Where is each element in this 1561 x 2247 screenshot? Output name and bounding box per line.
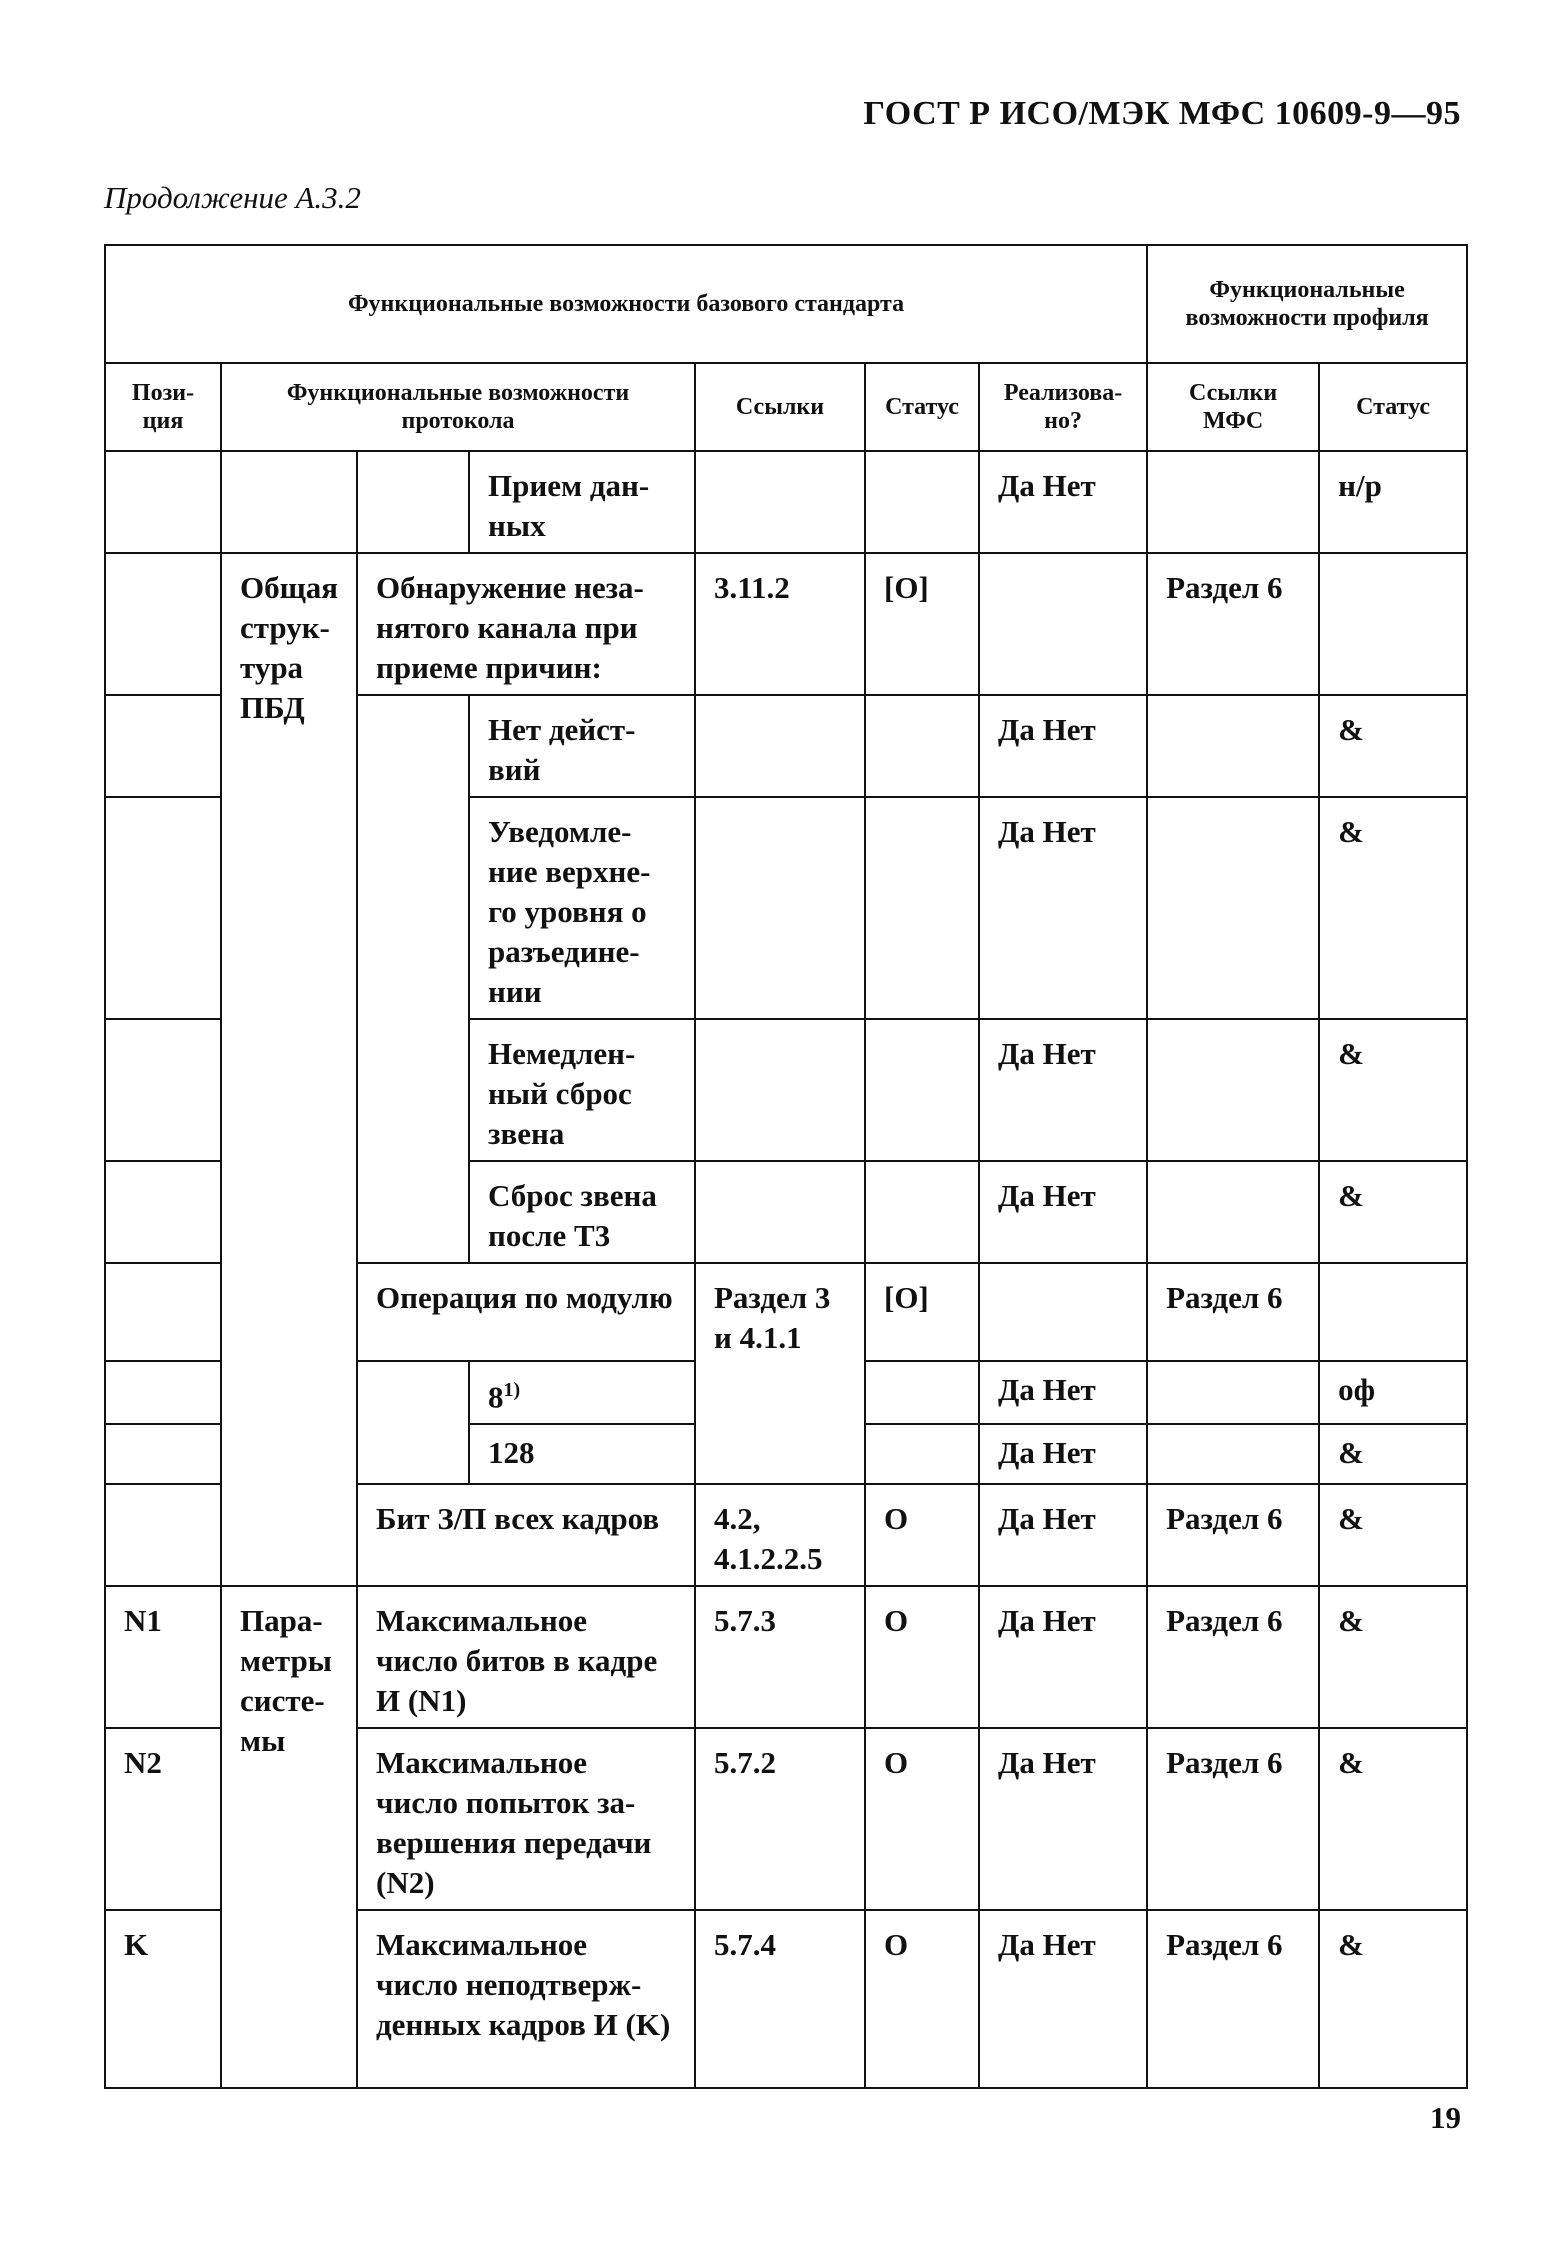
cell-mfs: Раздел 6: [1147, 1586, 1319, 1728]
cell-item: Немедлен-ный сброс звена: [469, 1019, 695, 1161]
cell-ref: [695, 1161, 865, 1263]
cell-pos: [105, 1019, 221, 1161]
cell-pos: K: [105, 1910, 221, 2088]
cell-status: O: [865, 1586, 979, 1728]
cell-sub: [357, 1361, 469, 1484]
cell-pstatus: &: [1319, 1424, 1467, 1484]
cell-impl: Да Нет: [979, 1728, 1147, 1910]
cell-mfs: Раздел 6: [1147, 1910, 1319, 2088]
cell-pstatus: &: [1319, 797, 1467, 1019]
col-position: Пози-ция: [105, 363, 221, 451]
cell-impl: Да Нет: [979, 1910, 1147, 2088]
cell-ref: 4.2, 4.1.2.2.5: [695, 1484, 865, 1586]
cell-pstatus: [1319, 1263, 1467, 1361]
cell-pstatus: &: [1319, 1019, 1467, 1161]
cell-pos: N2: [105, 1728, 221, 1910]
cell-item: [469, 1361, 695, 1424]
cell-item: Прием дан-ных: [469, 451, 695, 553]
cell-sub: [357, 695, 469, 1263]
cell-impl: Да Нет: [979, 1484, 1147, 1586]
cell-status: O: [865, 1910, 979, 2088]
cell-item: Обнаружение неза-нятого канала при приеме причин:: [357, 553, 695, 695]
cell-status: O: [865, 1484, 979, 1586]
cell-item: Сброс звена после Т3: [469, 1161, 695, 1263]
cell-pos: [105, 1263, 221, 1361]
cell-ref: Раздел 3 и 4.1.1: [695, 1263, 865, 1484]
cell-pos: [105, 1161, 221, 1263]
cell-mfs: [1147, 1424, 1319, 1484]
continuation-label: Продолжение А.3.2: [104, 180, 361, 215]
col-capabilities: Функциональные возможности протокола: [221, 363, 695, 451]
footnote-mark: 1): [503, 1379, 521, 1401]
table-row: [105, 1586, 1467, 1728]
page-number: 19: [1430, 2100, 1461, 2135]
cell-pos: [105, 553, 221, 695]
col-status: Статус: [865, 363, 979, 451]
table-row: [105, 451, 1467, 553]
col-implemented: Реализова-но?: [979, 363, 1147, 451]
cell-mfs: [1147, 695, 1319, 797]
cell-impl: Да Нет: [979, 1019, 1147, 1161]
cell-group: Пара-метры систе-мы: [221, 1586, 357, 2088]
cell-pstatus: &: [1319, 1586, 1467, 1728]
cell-status: [865, 1019, 979, 1161]
capabilities-table: [104, 244, 1468, 2089]
cell-pstatus: оф: [1319, 1361, 1467, 1424]
cell-ref: [695, 1019, 865, 1161]
cell-status: [865, 695, 979, 797]
cell-pstatus: &: [1319, 1910, 1467, 2088]
cell-mfs: Раздел 6: [1147, 553, 1319, 695]
base-standard-header: Функциональные возможности базового стандарта: [105, 245, 1147, 363]
cell-status: [865, 797, 979, 1019]
cell-pos: [105, 797, 221, 1019]
cell-mfs: Раздел 6: [1147, 1728, 1319, 1910]
group-header-row: [105, 245, 1467, 363]
column-header-row: [105, 363, 1467, 451]
item-value: 8: [488, 1379, 504, 1415]
cell-impl: Да Нет: [979, 1361, 1147, 1424]
cell-impl: Да Нет: [979, 695, 1147, 797]
cell-ref: 5.7.4: [695, 1910, 865, 2088]
cell-pos: [105, 695, 221, 797]
cell-status: [865, 451, 979, 553]
cell-mfs: [1147, 451, 1319, 553]
cell-status: [865, 1361, 979, 1424]
cell-pstatus: &: [1319, 1728, 1467, 1910]
cell-status: [O]: [865, 1263, 979, 1361]
cell-impl: [979, 1263, 1147, 1361]
cell-sub: [357, 451, 469, 553]
cell-item: Нет дейст-вий: [469, 695, 695, 797]
cell-status: [865, 1161, 979, 1263]
cell-impl: Да Нет: [979, 1161, 1147, 1263]
cell-pstatus: &: [1319, 695, 1467, 797]
cell-status: [865, 1424, 979, 1484]
cell-mfs: Раздел 6: [1147, 1484, 1319, 1586]
cell-impl: Да Нет: [979, 451, 1147, 553]
cell-impl: Да Нет: [979, 1424, 1147, 1484]
col-mfs-refs: Ссылки МФС: [1147, 363, 1319, 451]
cell-item: 128: [469, 1424, 695, 1484]
cell-pos: [105, 1484, 221, 1586]
cell-status: [O]: [865, 553, 979, 695]
cell-ref: [695, 695, 865, 797]
cell-impl: [979, 553, 1147, 695]
cell-mfs: [1147, 1019, 1319, 1161]
cell-item: Максимальное число попыток за-вершения передачи (N2): [357, 1728, 695, 1910]
cell-impl: Да Нет: [979, 1586, 1147, 1728]
cell-status: O: [865, 1728, 979, 1910]
cell-mfs: [1147, 797, 1319, 1019]
cell-pos: [105, 1361, 221, 1424]
cell-ref: 5.7.2: [695, 1728, 865, 1910]
cell-item: Уведомле-ние верхне-го уровня о разъедине-нии: [469, 797, 695, 1019]
col-profile-status: Статус: [1319, 363, 1467, 451]
cell-mfs: Раздел 6: [1147, 1263, 1319, 1361]
cell-ref: 5.7.3: [695, 1586, 865, 1728]
cell-group: [221, 451, 357, 553]
cell-pstatus: [1319, 553, 1467, 695]
cell-mfs: [1147, 1161, 1319, 1263]
col-refs: Ссылки: [695, 363, 865, 451]
cell-pos: [105, 451, 221, 553]
table-row: [105, 553, 1467, 695]
cell-pstatus: &: [1319, 1484, 1467, 1586]
cell-item: Максимальное число битов в кадре И (N1): [357, 1586, 695, 1728]
cell-mfs: [1147, 1361, 1319, 1424]
profile-header: Функциональные возможности профиля: [1147, 245, 1467, 363]
cell-item: Бит З/П всех кадров: [357, 1484, 695, 1586]
cell-item: Максимальное число неподтверж-денных кадров И (K): [357, 1910, 695, 2088]
document-code: ГОСТ Р ИСО/МЭК МФС 10609-9—95: [863, 95, 1461, 132]
cell-group: Общая струк-тура ПБД: [221, 553, 357, 1586]
cell-pstatus: н/р: [1319, 451, 1467, 553]
cell-impl: Да Нет: [979, 797, 1147, 1019]
cell-ref: 3.11.2: [695, 553, 865, 695]
cell-item: Операция по модулю: [357, 1263, 695, 1361]
cell-ref: [695, 797, 865, 1019]
cell-ref: [695, 451, 865, 553]
cell-pos: N1: [105, 1586, 221, 1728]
cell-pstatus: &: [1319, 1161, 1467, 1263]
cell-pos: [105, 1424, 221, 1484]
